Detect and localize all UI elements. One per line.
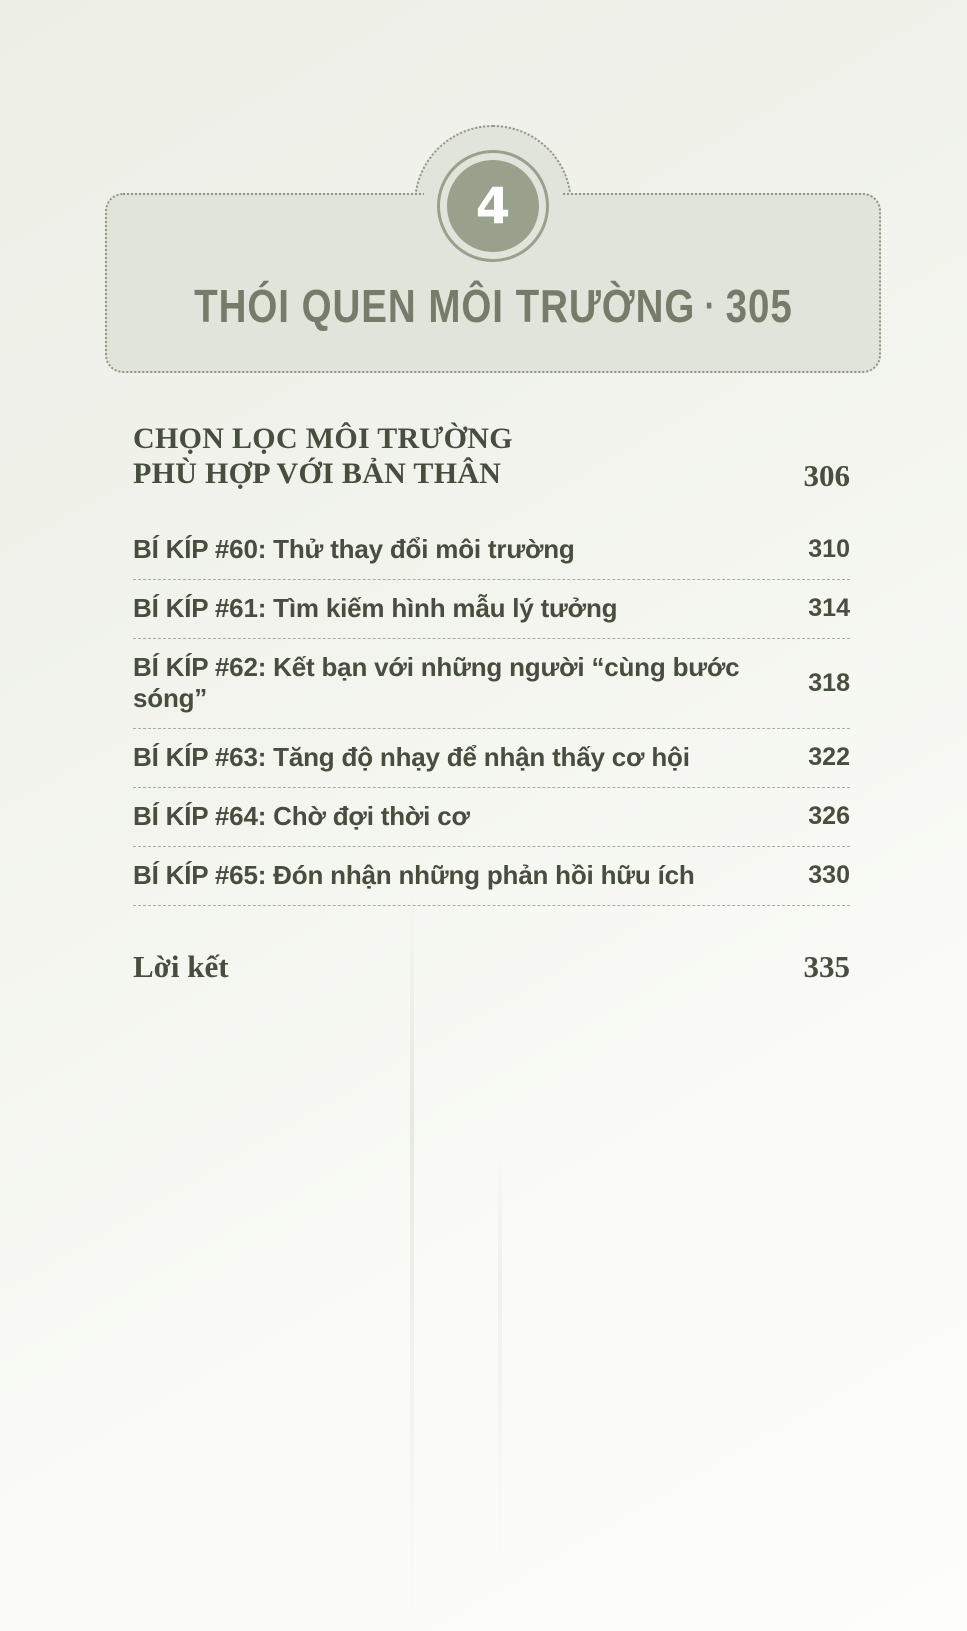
table-of-contents [133, 421, 850, 985]
toc-entry [133, 639, 850, 729]
section-title-line2: PHÙ HỢP VỚI BẢN THÂN [133, 457, 502, 490]
toc-entry [133, 729, 850, 788]
chapter-number-badge [447, 160, 539, 252]
toc-entry-page: 322 [808, 743, 850, 771]
conclusion-page-number: 335 [803, 949, 850, 984]
scan-artifact-streak [410, 890, 414, 1630]
chapter-title-row [105, 279, 881, 333]
conclusion-label: Lời kết [133, 949, 229, 984]
toc-entry [133, 580, 850, 639]
section-title [133, 421, 513, 491]
toc-entry-label: BÍ KÍP #63: Tăng độ nhạy để nhận thấy cơ hội [133, 742, 690, 772]
toc-entry-page: 310 [808, 535, 850, 563]
chapter-number: 4 [475, 177, 511, 235]
toc-conclusion-row [133, 949, 850, 985]
title-bullet: · [704, 284, 716, 328]
toc-entry [133, 847, 850, 906]
toc-entry-page: 318 [808, 668, 850, 697]
toc-entry-label: BÍ KÍP #64: Chờ đợi thời cơ [133, 801, 470, 831]
toc-entry-page: 330 [808, 861, 850, 889]
toc-entry [133, 788, 850, 847]
chapter-title: THÓI QUEN MÔI TRƯỜNG [193, 279, 695, 333]
toc-entry-label: BÍ KÍP #65: Đón nhận những phản hồi hữu ích [133, 860, 695, 890]
scan-artifact-streak [498, 1150, 502, 1570]
toc-entry-label: BÍ KÍP #60: Thử thay đổi môi trường [133, 534, 575, 564]
section-page-number: 306 [803, 458, 850, 493]
toc-entry-page: 326 [808, 802, 850, 830]
toc-entry-label: BÍ KÍP #62: Kết bạn với những người “cùng bước sóng” [133, 652, 740, 713]
toc-entry-label: BÍ KÍP #61: Tìm kiếm hình mẫu lý tưởng [133, 593, 618, 623]
chapter-page-number: 305 [725, 279, 793, 333]
toc-entry-page: 314 [808, 594, 850, 622]
toc-section-heading [133, 421, 850, 491]
section-title-line1: CHỌN LỌC MÔI TRƯỜNG [133, 422, 513, 455]
toc-entry [133, 521, 850, 580]
